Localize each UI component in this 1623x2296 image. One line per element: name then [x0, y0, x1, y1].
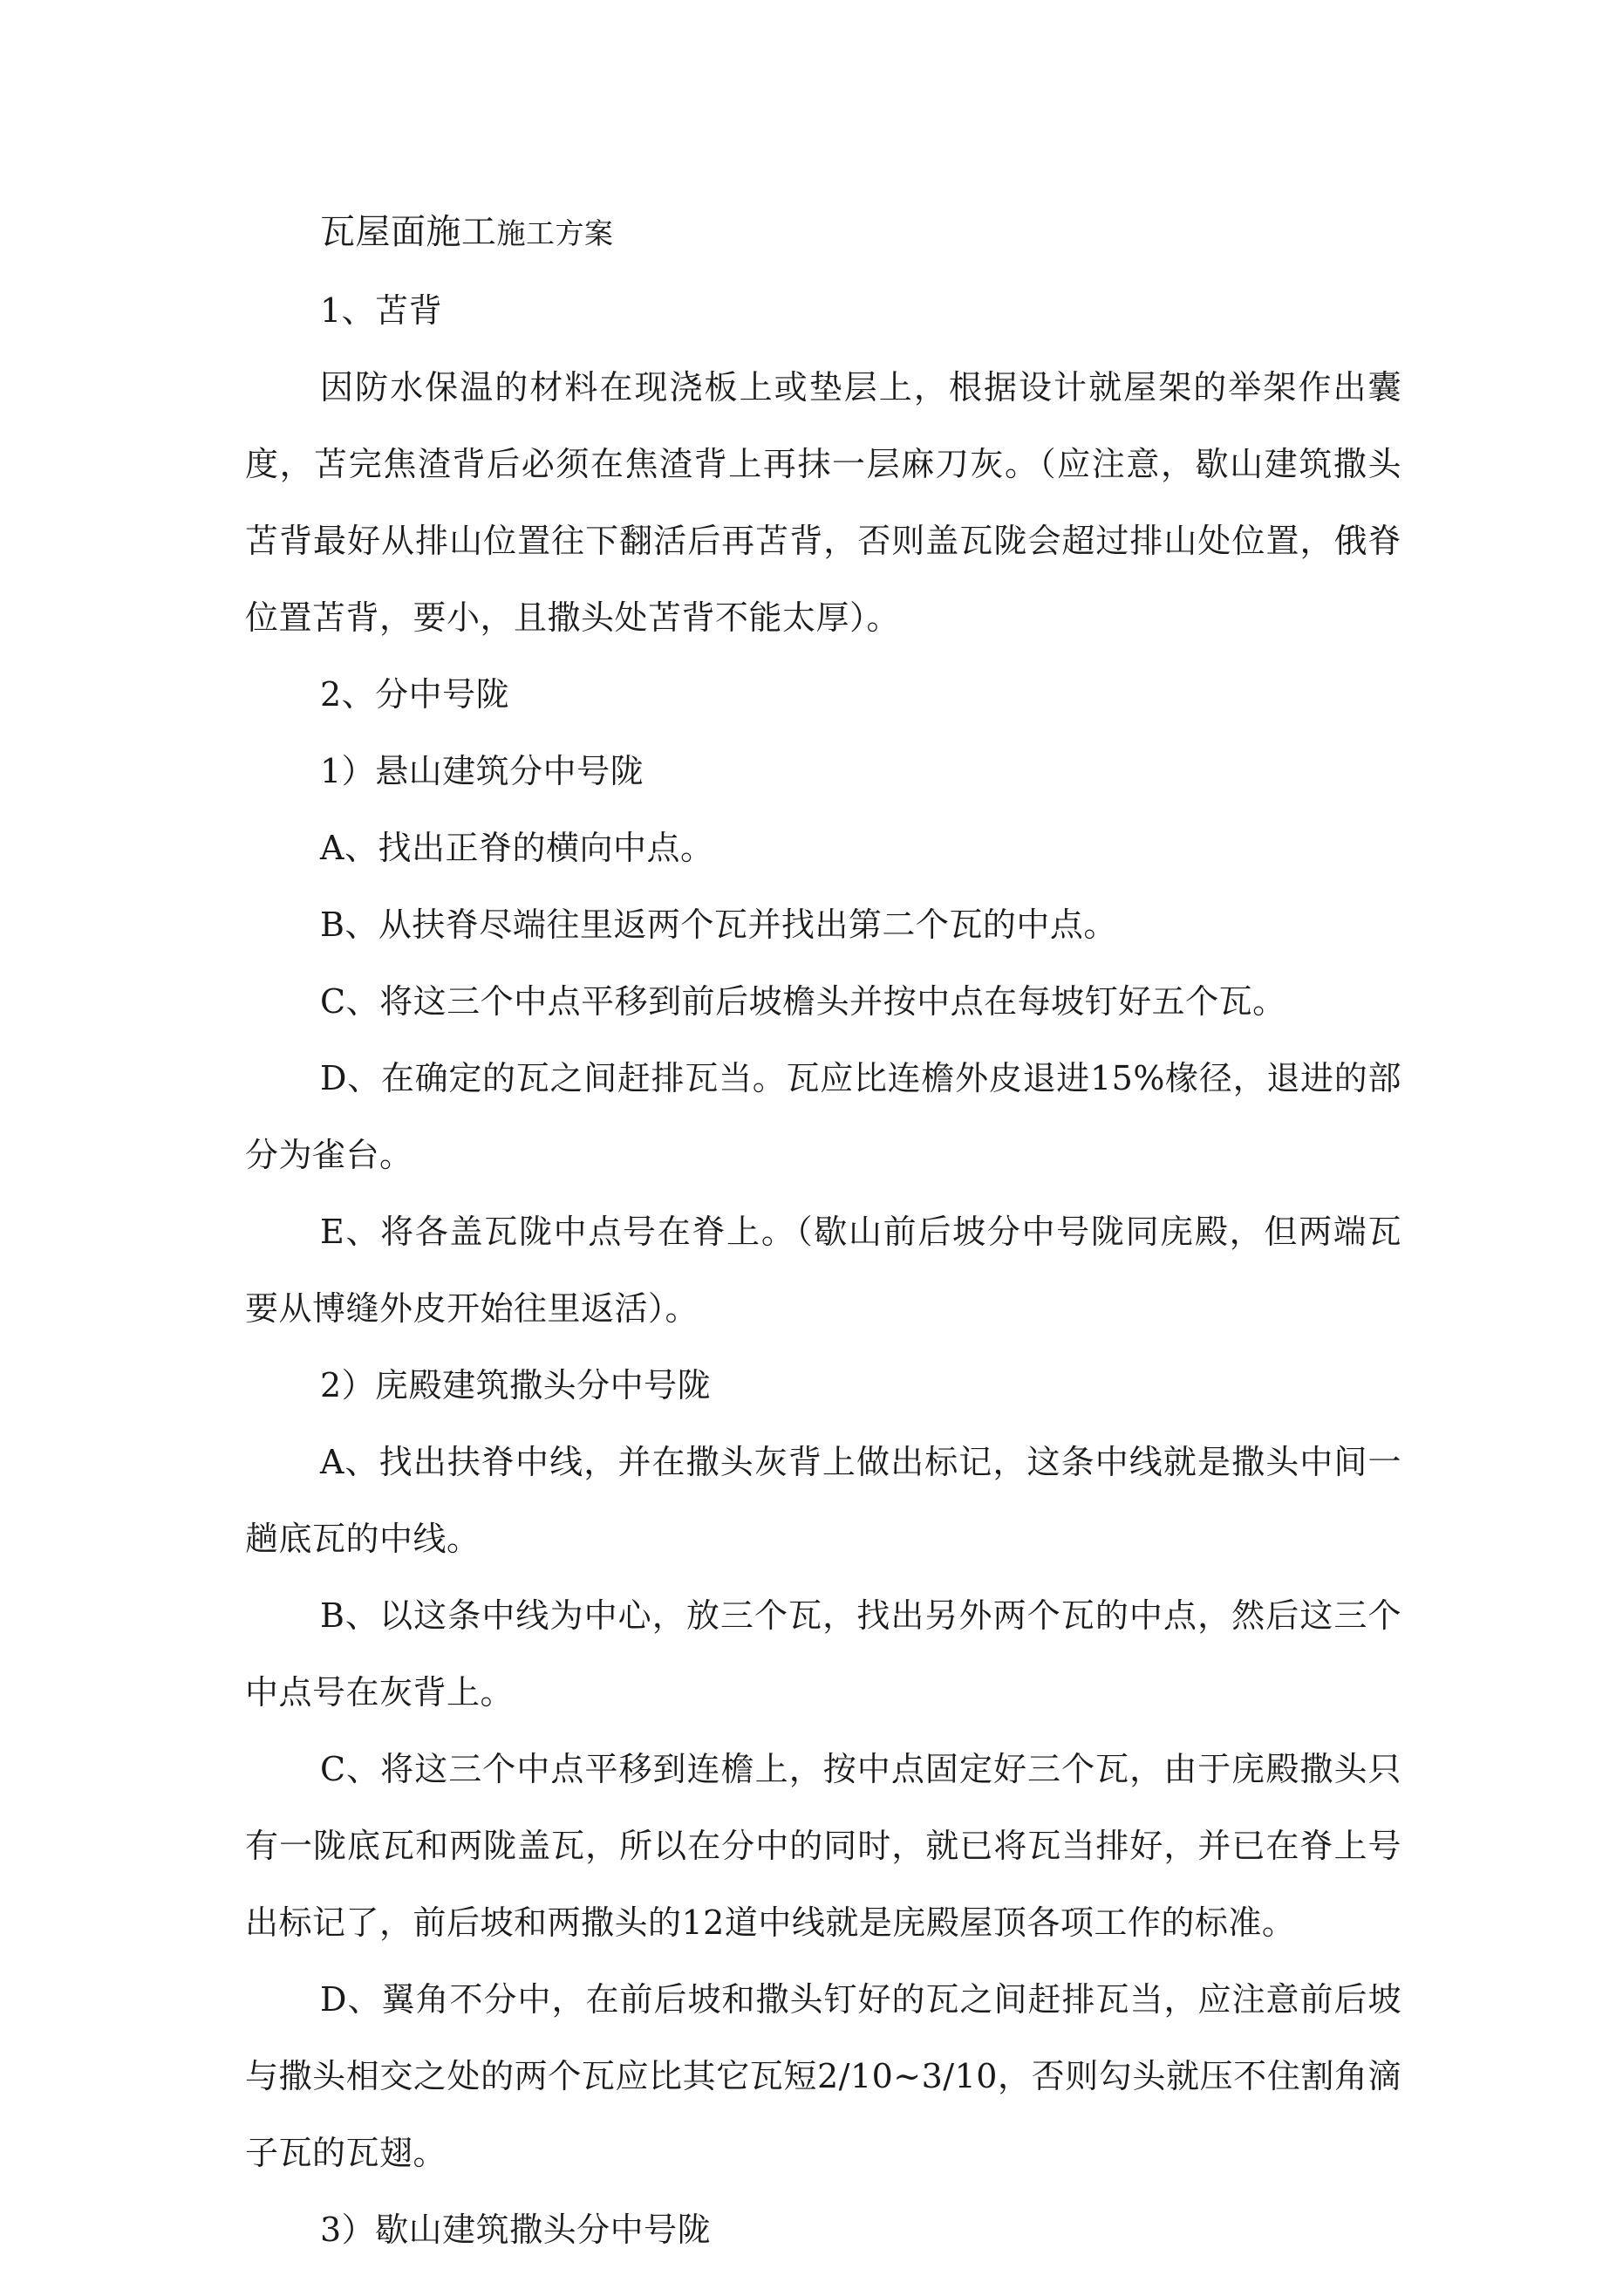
section-heading-2: 2、分中号陇	[320, 675, 510, 714]
step-b: B、从扶脊尽端往里返两个瓦并找出第二个瓦的中点。	[320, 905, 1117, 944]
title-sub: 施工方案	[496, 216, 614, 250]
title-main: 瓦屋面施工	[320, 212, 497, 252]
paragraph-backing: 因防水保温的材料在现浇板上或垫层上，根据设计就屋架的举架作出囊度，苫完焦渣背后必须在焦渣背上再抹一层麻刀灰。（应注意，歇山建筑撒头苫背最好从排山位置往下翻活后再苫背，否则盖瓦陇会超过排山处位置，俄脊位置苫背，要小，且撒头处苫背不能太厚）。	[245, 368, 1401, 637]
step-d: D、在确定的瓦之间赶排瓦当。瓦应比连檐外皮退进15%椽径，退进的部分为雀台。	[245, 1059, 1401, 1174]
section-heading-1: 1、苫背	[320, 291, 443, 330]
subsection-heading-1: 1）悬山建筑分中号陇	[320, 752, 644, 790]
step-d-2: D、翼角不分中，在前后坡和撒头钉好的瓦之间赶排瓦当，应注意前后坡与撒头相交之处的两个瓦应比其它瓦短2/10~3/10，否则勾头就压不住割角滴子瓦的瓦翅。	[245, 1980, 1401, 2172]
subsection-heading-3: 3）歇山建筑撒头分中号陇	[320, 2211, 712, 2249]
step-b-2: B、以这条中线为中心，放三个瓦，找出另外两个瓦的中点，然后这三个中点号在灰背上。	[245, 1596, 1401, 1712]
subsection-heading-2: 2）庑殿建筑撒头分中号陇	[320, 1366, 712, 1404]
document-title	[245, 194, 1401, 272]
document-body	[245, 194, 1401, 2268]
step-a-2: A、找出扶脊中线，并在撒头灰背上做出标记，这条中线就是撒头中间一趟底瓦的中线。	[245, 1443, 1401, 1558]
step-c-2: C、将这三个中点平移到连檐上，按中点固定好三个瓦，由于庑殿撒头只有一陇底瓦和两陇盖瓦，所以在分中的同时，就已将瓦当排好，并已在脊上号出标记了，前后坡和两撒头的12道中线就是庑殿屋顶各项工作的标准。	[245, 1750, 1401, 1942]
step-c: C、将这三个中点平移到前后坡檐头并按中点在每坡钉好五个瓦。	[320, 982, 1286, 1021]
step-a: A、找出正脊的横向中点。	[320, 829, 714, 867]
step-e: E、将各盖瓦陇中点号在脊上。（歇山前后坡分中号陇同庑殿，但两端瓦要从博缝外皮开始往里返活）。	[245, 1213, 1401, 1328]
